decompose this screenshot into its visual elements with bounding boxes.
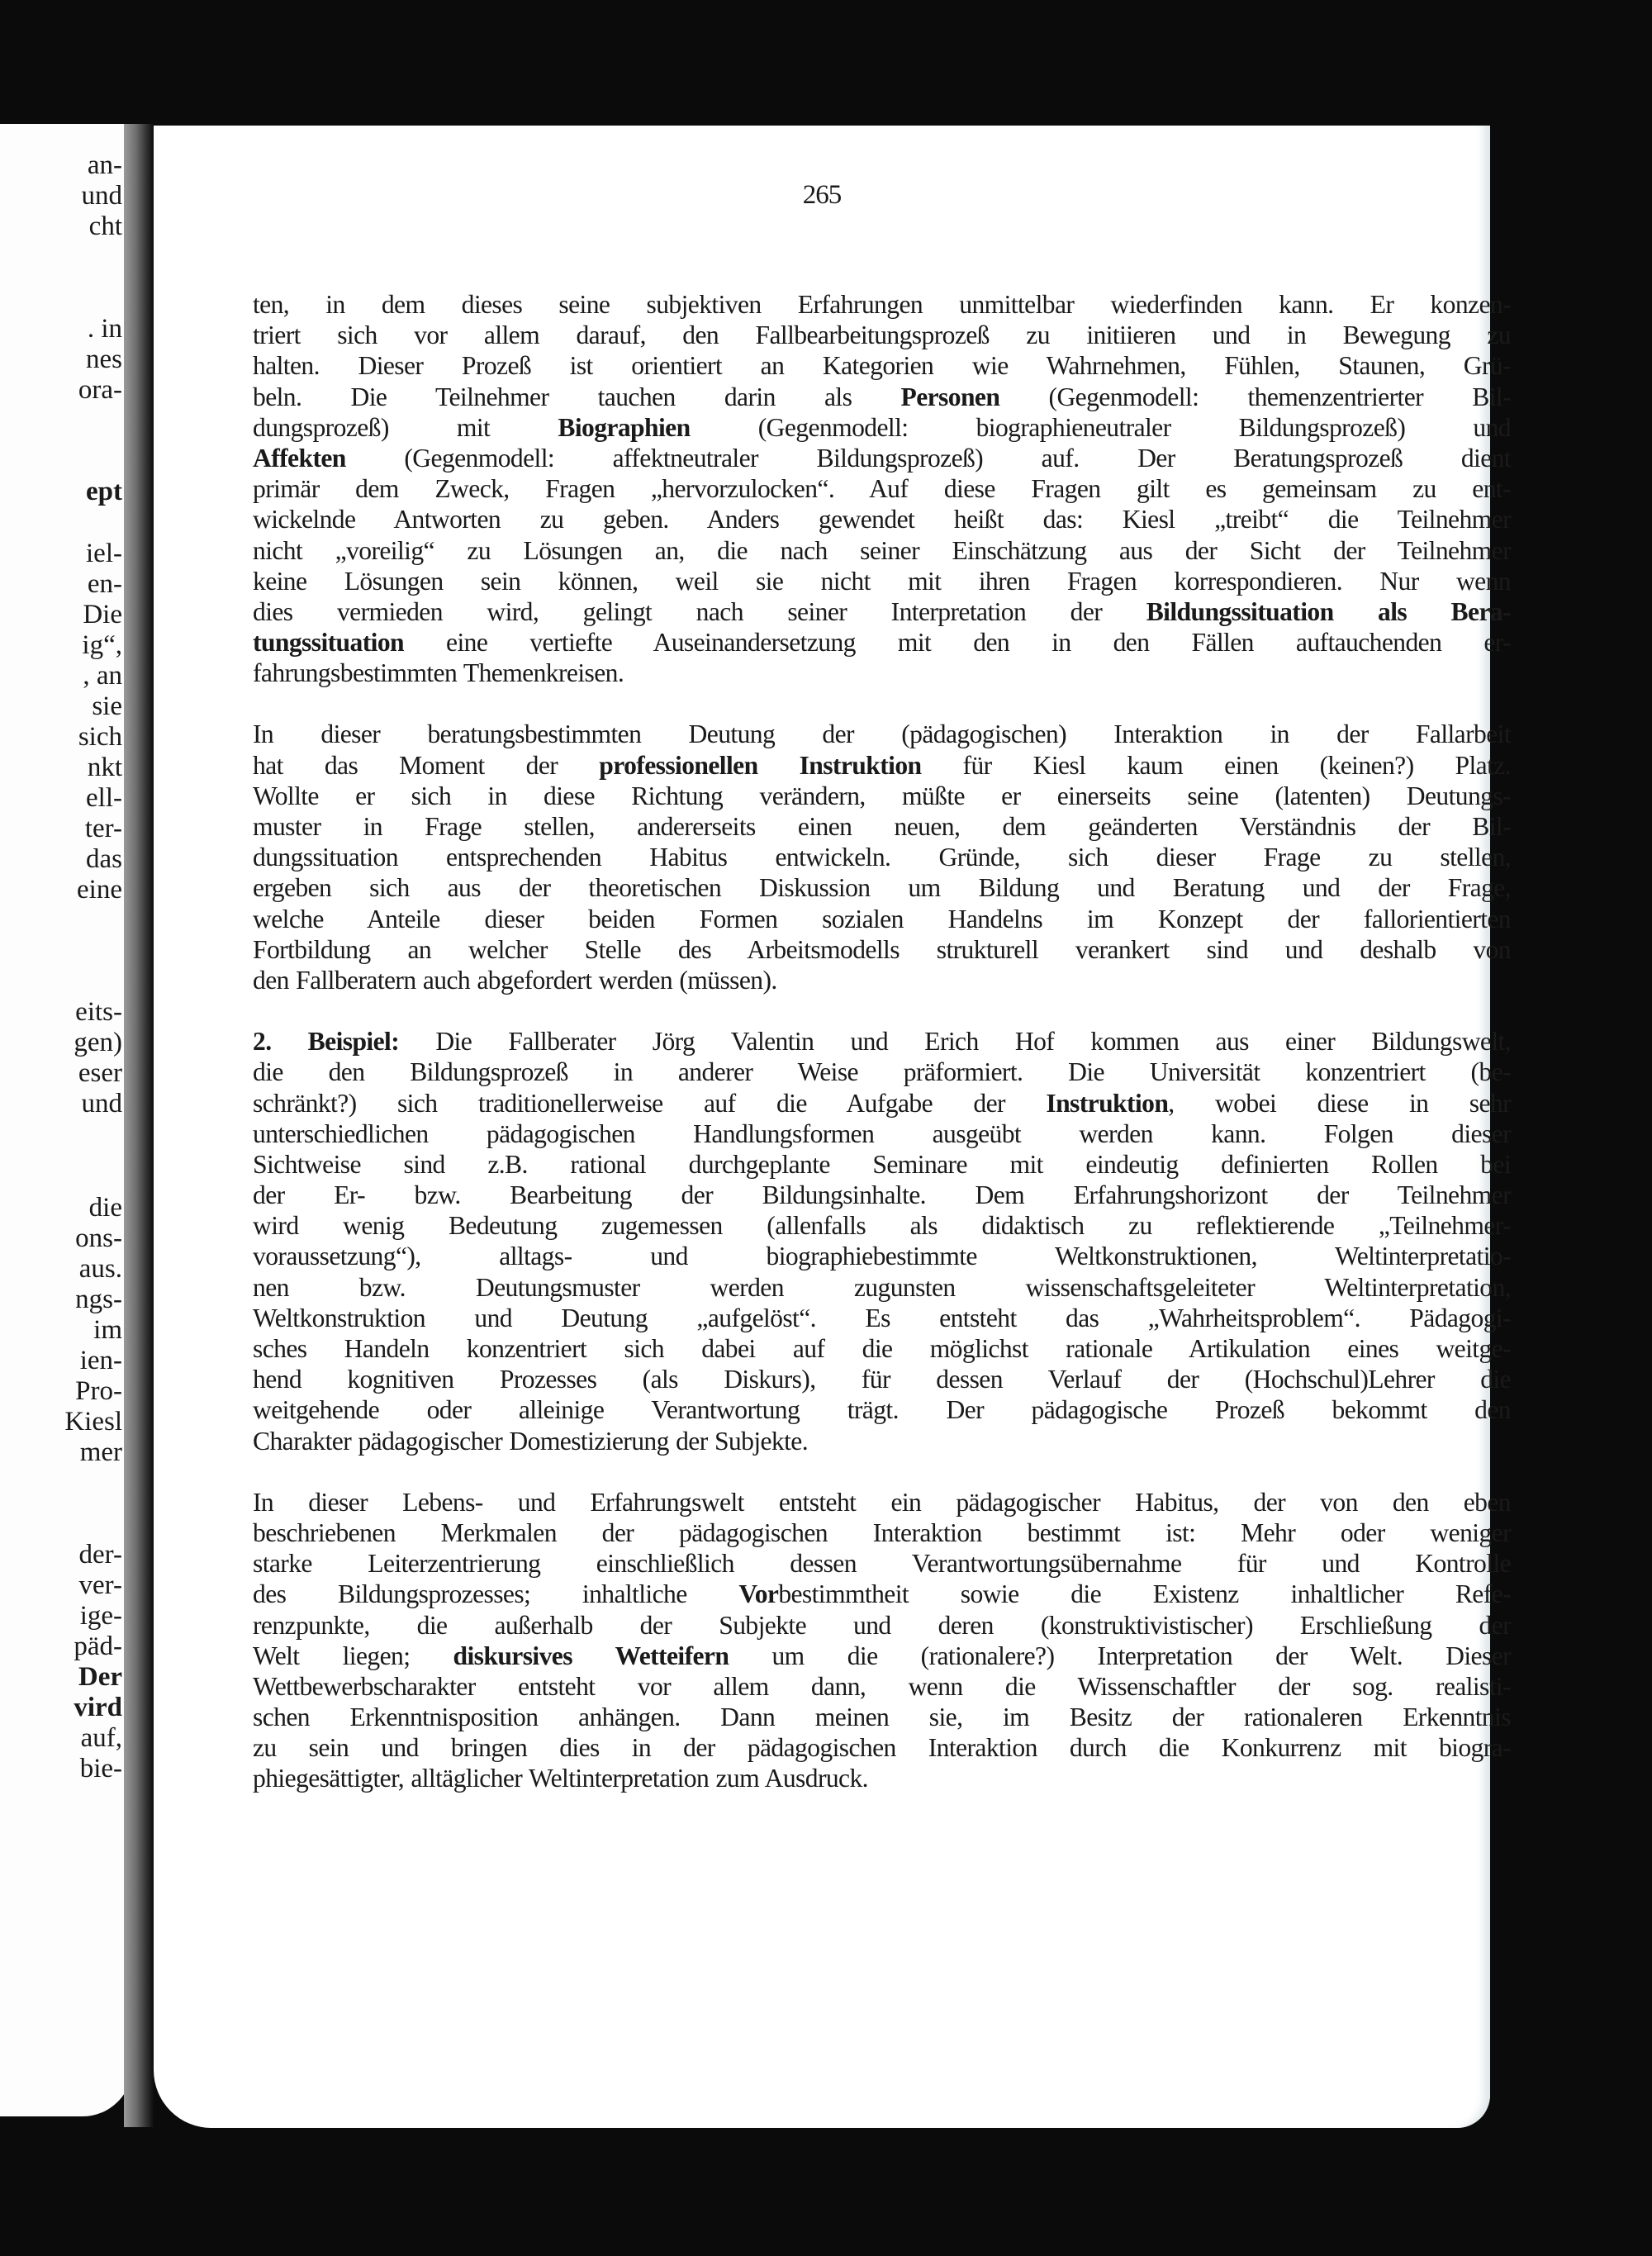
left-page-fragment: nes xyxy=(86,344,122,374)
text-line xyxy=(253,1180,1511,1210)
left-page-fragment: ig“, xyxy=(82,630,122,660)
left-page-fragment: päd- xyxy=(74,1631,122,1661)
text-line xyxy=(253,1641,1511,1671)
text-line xyxy=(253,1057,1511,1087)
text-run: Fortbildung an welcher Stelle des Arbeitsmodells strukturell verankert sind und deshalb von xyxy=(253,934,1511,964)
body-text xyxy=(253,289,1511,1825)
text-run: Wettbewerbscharakter entsteht vor allem dann, wenn die Wissenschaftler der sog. realisti- xyxy=(253,1671,1511,1701)
bold-term: Vor xyxy=(738,1579,779,1609)
left-page-fragment: vird xyxy=(74,1693,122,1722)
text-run: den Fallberatern auch abgefordert werden (müssen). xyxy=(253,965,777,995)
text-line xyxy=(253,1303,1511,1333)
left-page-fragment: eine xyxy=(77,875,122,905)
left-page-fragment: der- xyxy=(78,1540,122,1570)
text-run: Charakter pädagogischer Domestizierung der Subjekte. xyxy=(253,1426,809,1456)
text-run: unterschiedlichen pädagogischen Handlungsformen ausgeübt werden kann. Folgen dieser xyxy=(253,1119,1511,1148)
paragraph xyxy=(253,1026,1511,1456)
text-run: voraussetzung“), alltags- und biographiebestimmte Weltkonstruktionen, Weltinterpretatio- xyxy=(253,1242,1511,1271)
text-line xyxy=(253,1579,1511,1609)
text-run: der Er- bzw. Bearbeitung der Bildungsinhalte. Dem Erfahrungshorizont der Teilnehmer xyxy=(253,1180,1511,1210)
left-page-fragment: im xyxy=(93,1315,122,1345)
text-line xyxy=(253,1763,1511,1793)
left-page-fragment: ter- xyxy=(84,814,122,843)
text-line xyxy=(253,1026,1511,1057)
left-page-fragment: ell- xyxy=(86,783,122,813)
bold-term: Affekten xyxy=(253,443,346,473)
left-page-fragment: Der xyxy=(78,1662,122,1692)
text-line xyxy=(253,535,1511,566)
text-run: Die Fallberater Jörg Valentin und Erich Hof kommen aus einer Bildungswelt, xyxy=(399,1027,1511,1057)
left-page-fragment: eser xyxy=(78,1058,122,1088)
right-page xyxy=(154,126,1512,2128)
text-run: ten, in dem dieses seine subjektiven Erfahrungen unmittelbar wiederfinden kann. Er konzen- xyxy=(253,290,1511,319)
text-run: sches Handeln konzentriert sich dabei auf die möglichst rationale Artikulation eines weitge- xyxy=(253,1334,1511,1363)
text-line xyxy=(253,781,1511,811)
text-run: um die (rationalere?) Interpretation der Welt. Dieser xyxy=(729,1641,1512,1670)
text-line xyxy=(253,596,1511,627)
left-page-fragment: und xyxy=(81,181,122,211)
left-page-fragment: die xyxy=(88,1193,122,1223)
bold-term: Biographien xyxy=(558,412,691,442)
text-line xyxy=(253,872,1511,903)
text-run: , wobei diese in sehr xyxy=(1168,1088,1511,1118)
text-line xyxy=(253,1210,1511,1241)
text-run: dungsprozeß) mit xyxy=(253,412,558,442)
text-line xyxy=(253,1241,1511,1271)
left-page-fragment: nkt xyxy=(87,753,122,782)
text-line xyxy=(253,1394,1511,1425)
text-line xyxy=(253,934,1511,965)
text-line xyxy=(253,1272,1511,1303)
text-run: die den Bildungsprozeß in anderer Weise präformiert. Die Universität konzentriert (be- xyxy=(253,1057,1511,1087)
text-run: Sichtweise sind z.B. rational durchgeplante Seminare mit eindeutig definierten Rollen bei xyxy=(253,1149,1511,1179)
text-line xyxy=(253,1548,1511,1579)
left-page-fragment: ngs- xyxy=(75,1285,122,1314)
text-line xyxy=(253,566,1511,596)
left-page-fragment: . in xyxy=(87,314,122,344)
left-page-fragment: ora- xyxy=(78,375,122,405)
text-line xyxy=(253,658,1511,688)
text-run: (Gegenmodell: biographieneutraler Bildungsprozeß) und xyxy=(690,412,1511,442)
text-line xyxy=(253,412,1511,443)
left-page-fragment: Die xyxy=(83,600,122,629)
text-run: halten. Dieser Prozeß ist orientiert an Kategorien wie Wahrnehmen, Fühlen, Staunen, Grü- xyxy=(253,351,1511,381)
text-run: renzpunkte, die außerhalb der Subjekte und deren (konstruktivistischer) Erschließung der xyxy=(253,1610,1511,1640)
bold-term: Personen xyxy=(900,382,1000,411)
left-page-fragment: sie xyxy=(92,691,122,721)
text-run: In dieser Lebens- und Erfahrungswelt entsteht ein pädagogischer Habitus, der von den eben xyxy=(253,1487,1511,1517)
left-page-fragment: eits- xyxy=(75,997,122,1027)
left-page-fragment: an- xyxy=(87,150,122,180)
text-run: nen bzw. Deutungsmuster werden zugunsten wissenschaftsgeleiteter Weltinterpretation, xyxy=(253,1272,1511,1302)
text-run: beln. Die Teilnehmer tauchen darin als xyxy=(253,382,901,411)
text-line xyxy=(253,350,1511,381)
paragraph xyxy=(253,1487,1511,1794)
bold-term: diskursives Wetteifern xyxy=(453,1641,729,1670)
text-run: Weltkonstruktion und Deutung „aufgelöst“. Es entsteht das „Wahrheitsproblem“. Pädagogi- xyxy=(253,1303,1511,1332)
text-run: Wollte er sich in diese Richtung verändern, müßte er einerseits seine (latenten) Deutungs- xyxy=(253,781,1511,810)
text-line xyxy=(253,1119,1511,1149)
text-line xyxy=(253,1517,1511,1548)
paragraph xyxy=(253,719,1511,995)
left-page-fragment: aus. xyxy=(78,1254,122,1284)
left-page-fragment: Pro- xyxy=(75,1376,122,1406)
text-run: phiegesättigter, alltäglicher Weltinterpretation zum Ausdruck. xyxy=(253,1764,868,1793)
text-run: ergeben sich aus der theoretischen Diskussion um Bildung und Beratung und der Frage, xyxy=(253,873,1511,903)
text-run: fahrungsbestimmten Themenkreisen. xyxy=(253,658,624,688)
text-run: (Gegenmodell: themenzentrierter Bil- xyxy=(999,382,1512,411)
left-page-fragment: , an xyxy=(83,661,122,691)
left-page-edge xyxy=(0,124,132,2116)
text-run: primär dem Zweck, Fragen „hervorzulocken“. Auf diese Fragen gilt es gemeinsam zu ent- xyxy=(253,474,1511,504)
bold-term: professionellen Instruktion xyxy=(599,750,922,780)
text-run: schen Erkenntnisposition anhängen. Dann meinen sie, im Besitz der rationaleren Erkenntnis xyxy=(253,1703,1511,1732)
text-run: nicht „voreilig“ zu Lösungen an, die nach seiner Einschätzung aus der Sicht der Teilnehmer xyxy=(253,535,1511,565)
left-page-fragment: cht xyxy=(88,211,122,241)
text-run: des Bildungsprozesses; inhaltliche xyxy=(253,1579,739,1609)
text-run: (Gegenmodell: affektneutraler Bildungsprozeß) auf. Der Beratungsprozeß dient xyxy=(345,443,1511,473)
left-page-fragment: sich xyxy=(78,722,122,752)
text-line xyxy=(253,289,1511,320)
text-line xyxy=(253,504,1511,534)
text-line xyxy=(253,443,1511,473)
text-line xyxy=(253,1732,1511,1763)
left-page-fragment: ige- xyxy=(79,1601,122,1631)
text-run: wickelnde Antworten zu geben. Anders gewendet heißt das: Kiesl „treibt“ die Teilnehmer xyxy=(253,505,1511,534)
left-page-fragment: ept xyxy=(86,477,122,506)
text-line xyxy=(253,750,1511,781)
text-line xyxy=(253,1671,1511,1702)
page-number: 265 xyxy=(802,180,842,210)
bold-term: 2. Beispiel: xyxy=(253,1027,400,1057)
text-run: dungssituation entsprechenden Habitus entwickeln. Gründe, sich dieser Frage zu stellen, xyxy=(253,843,1511,872)
text-line xyxy=(253,965,1511,995)
left-page-fragment: bie- xyxy=(79,1754,122,1783)
text-line xyxy=(253,382,1511,412)
text-line xyxy=(253,1088,1511,1119)
left-page-fragment: iel- xyxy=(86,539,122,568)
text-line xyxy=(253,904,1511,934)
text-line xyxy=(253,1333,1511,1364)
left-page-fragment: gen) xyxy=(74,1028,122,1057)
text-run: bestimmtheit sowie die Existenz inhaltlicher Refe- xyxy=(778,1579,1511,1609)
bold-term: Bildungssituation als Bera- xyxy=(1146,596,1511,626)
text-line xyxy=(253,811,1511,842)
text-line xyxy=(253,842,1511,872)
text-line xyxy=(253,1364,1511,1394)
text-run: dies vermieden wird, gelingt nach seiner Interpretation der xyxy=(253,596,1146,626)
left-page-fragment: und xyxy=(81,1089,122,1119)
text-line xyxy=(253,473,1511,504)
left-page-fragment: auf, xyxy=(80,1723,122,1753)
text-run: hend kognitiven Prozesses (als Diskurs), für dessen Verlauf der (Hochschul)Lehrer die xyxy=(253,1365,1511,1394)
text-run: hat das Moment der xyxy=(253,750,600,780)
text-line xyxy=(253,320,1511,350)
left-page-fragment: ver- xyxy=(78,1570,122,1600)
text-run: keine Lösungen sein können, weil sie nicht mit ihren Fragen korrespondieren. Nur wenn xyxy=(253,566,1511,596)
text-run: In dieser beratungsbestimmten Deutung der (pädagogischen) Interaktion in der Fallarbeit xyxy=(253,720,1511,749)
text-run: weitgehende oder alleinige Verantwortung trägt. Der pädagogische Prozeß bekommt den xyxy=(253,1395,1511,1425)
text-line xyxy=(253,1487,1511,1517)
text-run: beschriebenen Merkmalen der pädagogischen Interaktion bestimmt ist: Mehr oder weniger xyxy=(253,1517,1511,1547)
paragraph xyxy=(253,289,1511,688)
text-line xyxy=(253,1702,1511,1732)
text-line xyxy=(253,719,1511,749)
text-run: Welt liegen; xyxy=(253,1641,453,1670)
left-page-fragment: ien- xyxy=(79,1346,122,1375)
bold-term: tungssituation xyxy=(253,628,404,658)
left-page-fragment: das xyxy=(86,844,122,874)
bold-term: Instruktion xyxy=(1046,1088,1169,1118)
text-run: zu sein und bringen dies in der pädagogischen Interaktion durch die Konkurrenz mit biogra- xyxy=(253,1733,1511,1763)
left-page-fragment: mer xyxy=(79,1437,122,1467)
text-run: muster in Frage stellen, andererseits einen neuen, dem geänderten Verständnis der Bil- xyxy=(253,812,1511,841)
text-run: wird wenig Bedeutung zugemessen (allenfalls als didaktisch zu reflektierende „Teilnehmer- xyxy=(253,1211,1511,1241)
book-gutter-shadow xyxy=(124,124,154,2127)
text-line xyxy=(253,1426,1511,1456)
left-page-fragment: ons- xyxy=(75,1223,122,1253)
text-run: eine vertiefte Auseinandersetzung mit den in den Fällen auftauchenden er- xyxy=(403,628,1511,658)
text-run: welche Anteile dieser beiden Formen sozialen Handelns im Konzept der fallorientierten xyxy=(253,904,1511,933)
text-line xyxy=(253,1149,1511,1180)
text-line xyxy=(253,627,1511,658)
text-line xyxy=(253,1610,1511,1641)
text-run: für Kiesl kaum einen (keinen?) Platz. xyxy=(921,750,1512,780)
text-run: starke Leiterzentrierung einschließlich dessen Verantwortungsübernahme für und Kontrolle xyxy=(253,1549,1511,1579)
left-page-fragment: en- xyxy=(87,569,122,599)
left-page-fragment: Kiesl xyxy=(64,1407,122,1437)
text-run: schränkt?) sich traditionellerweise auf die Aufgabe der xyxy=(253,1088,1047,1118)
text-run: triert sich vor allem darauf, den Fallbearbeitungsprozeß zu initiieren und in Bewegung zu xyxy=(253,321,1511,350)
